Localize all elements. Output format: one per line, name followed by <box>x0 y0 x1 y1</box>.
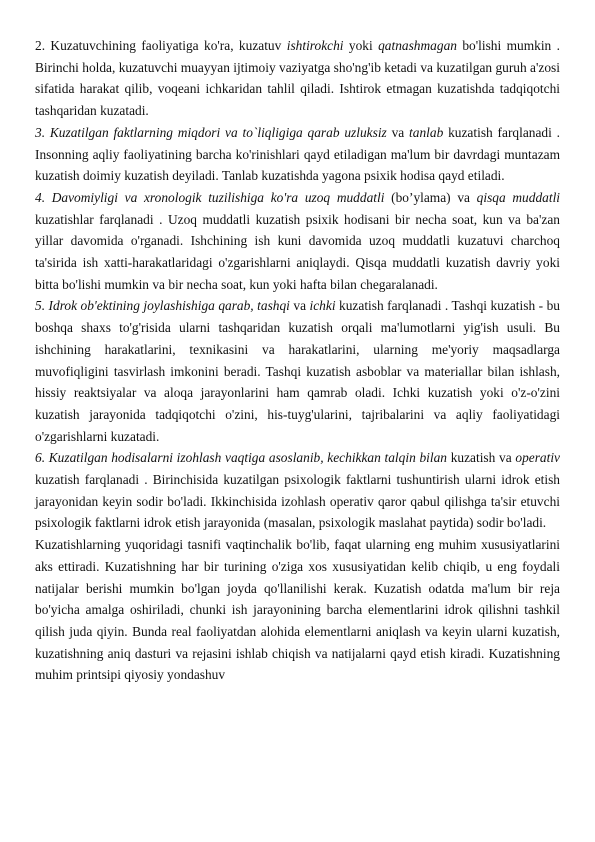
paragraph-classification-summary <box>35 534 560 686</box>
paragraph-6-interpretation-time <box>35 447 560 534</box>
text-segment: Kuzatishlarning yuqoridagi tasnifi vaqtinchalik bo'lib, faqat ularning eng muhim xususiyatlarini aks ettiradi. Kuzatishning har bir turining o'ziga xos xususiyatidan kelib chiqib, u eng foydali natijalar berishi mumkin bo'lgan joyda qo'llanilishi kerak. Kuzatish odatda ma'lum bir reja bo'yicha amalga oshiriladi, chunki ish jarayonining barcha elementlarini idrok qilishni tashkil qilish juda qiyin. Bunda real faoliyatdan alohida elementlarni aniqlash va keyin ularni kuzatish, kuzatishning aniq dasturi va rejasini ishlab chiqish va natijalarni qayd etish kiradi. Kuzatishning muhim printsipi qiyosiy yondashuv <box>35 537 560 683</box>
text-segment-italic: 4. Davomiyligi va xronologik tuzilishiga ko'ra uzoq muddatli <box>35 189 385 205</box>
text-segment-italic: 5. Idrok ob'ektining joylashishiga qarab, tashqi <box>35 298 290 314</box>
text-segment: kuzatish farqlanadi . Birinchisida kuzatilgan psixologik faktlarni tushuntirish ularni idrok etish jarayonidan keyin sodir bo'ladi. Ikkinchisida izohlash operativ qaror qabul qilishga ta'sir etuvchi psixologik faktlarni idrok etish jarayonida (masalan, psixologik maslahat paytida) sodir bo'ladi. <box>35 472 560 531</box>
text-segment-italic: tanlab <box>409 124 444 140</box>
paragraph-4-duration <box>35 187 560 296</box>
text-segment: va <box>289 298 310 314</box>
text-segment: kuzatish va <box>447 450 516 466</box>
text-segment-italic: ichki <box>309 298 336 314</box>
text-segment-italic: qisqa muddatli <box>476 189 561 205</box>
text-segment-italic: operativ <box>515 450 560 466</box>
text-segment-italic: ishtirokchi <box>286 38 344 53</box>
paragraph-5-external-internal <box>35 295 560 447</box>
text-segment: yoki <box>343 38 379 53</box>
paragraph-2-observer-participation <box>35 35 560 122</box>
text-segment-italic: qatnashmagan <box>378 38 457 53</box>
text-segment-italic: 3. Kuzatilgan faktlarning miqdori va to`liqligiga qarab uzluksiz <box>35 124 387 140</box>
text-segment-italic: 6. Kuzatilgan hodisalarni izohlash vaqtiga asoslanib, kechikkan talqin bilan <box>35 450 447 466</box>
text-segment: (bo’ylama) va <box>384 189 477 205</box>
text-segment: bo'lishi mumkin . Birinchi holda, kuzatuvchi muayyan ijtimoiy vaziyatga sho'ng'ib ketadi va kuzatilgan guruh a'zosi sifatida harakat qilib, voqeani ichkaridan tahlil qiladi. Ishtirok etmagan kuzatishda tadqiqotchi tashqaridan kuzatadi. <box>35 38 560 119</box>
paragraph-3-continuous-selective <box>35 122 560 187</box>
text-segment: kuzatish farqlanadi . Tashqi kuzatish - bu boshqa shaxs to'g'risida ularni tashqaridan kuzatish orqali ma'lumotlarni yig'ish usuli. Bu ishchining harakatlarini, texnikasini va harakatlarini, ularning me'yoriy maqsadlarga muvofiqligini tasvirlash imkonini beradi. Tashqi kuzatish asboblar va materiallar bilan ishlash, hissiy reaktsiyalar va aloqa jarayonlarini ham qamrab oladi. Ichki kuzatish yoki o'z-o'zini kuzatish jarayonida tadqiqotchi o'zini, his-tuyg'ularini, tajribalarini va aqliy faoliyatidagi o'zgarishlarni kuzatadi. <box>35 298 560 444</box>
text-segment: kuzatish farqlanadi . Insonning aqliy faoliyatining barcha ko'rinishlari qayd etiladigan ma'lum bir davrdagi muntazam kuzatish doimiy kuzatish deyiladi. Tanlab kuzatishda yagona psixik hodisa qayd etiladi. <box>35 124 560 184</box>
text-segment: kuzatishlar farqlanadi . Uzoq muddatli kuzatish psixik hodisani bir necha soat, kun va ba'zan yillar davomida o'rganadi. Ishchining ish kuni davomida uzoq muddatli kuzatuvi charchoq ta'sirida ish xatti-harakatlaridagi o'zgarishlarni aniqlaydi. Qisqa muddatli kuzatish davriy yoki bitta bo'lishi mumkin va bir necha soat, kun yoki hafta bilan chegaralanadi. <box>35 211 560 292</box>
text-segment: va <box>386 124 410 140</box>
text-segment: 2. Kuzatuvchining faoliyatiga ko'ra, kuzatuv <box>35 38 287 53</box>
document-body <box>35 35 560 686</box>
